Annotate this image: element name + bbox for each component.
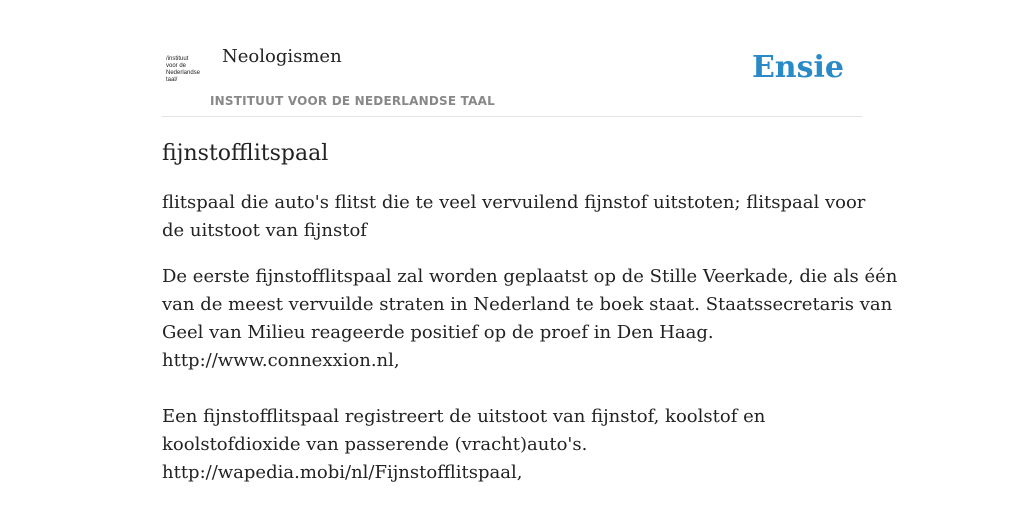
example-source-link[interactable]: http://www.connexxion.nl,	[162, 350, 400, 371]
entry-content	[162, 138, 898, 487]
logo-line: voor de	[166, 63, 187, 69]
example-source-link[interactable]: http://wapedia.mobi/nl/Fijnstofflitspaal,	[162, 462, 523, 483]
site-title[interactable]: Neologismen	[222, 46, 342, 67]
example-line: Geel van Milieu reageerde positief op de proef in Den Haag.	[162, 322, 714, 343]
entry-word: fijnstofflitspaal	[162, 141, 329, 166]
logo-line: taal/	[166, 77, 178, 83]
spacer	[162, 375, 867, 403]
example-line: koolstofdioxide van passerende (vracht)auto's.	[162, 434, 588, 455]
site-subtitle: INSTITUUT VOOR DE NEDERLANDSE TAAL	[210, 94, 495, 108]
entry-example	[162, 263, 898, 487]
logo-line: /instituut	[166, 56, 189, 62]
header	[162, 0, 862, 117]
example-line: De eerste fijnstofflitspaal zal worden geplaatst op de Stille Veerkade, die als één	[162, 266, 898, 287]
ensie-brand-logo[interactable]: Ensie	[751, 50, 844, 85]
example-line: van de meest vervuilde straten in Nederland te boek staat. Staatssecretaris van	[162, 294, 893, 315]
example-line: Een fijnstofflitspaal registreert de uitstoot van fijnstof, koolstof en	[162, 406, 766, 427]
ivdnt-logo[interactable]	[166, 56, 210, 84]
entry-definition: flitspaal die auto's flitst die te veel vervuilend fijnstof uitstoten; flitspaal voor de uitstoot van fijnstof	[162, 192, 866, 241]
logo-line: Nederlandse	[166, 70, 201, 76]
